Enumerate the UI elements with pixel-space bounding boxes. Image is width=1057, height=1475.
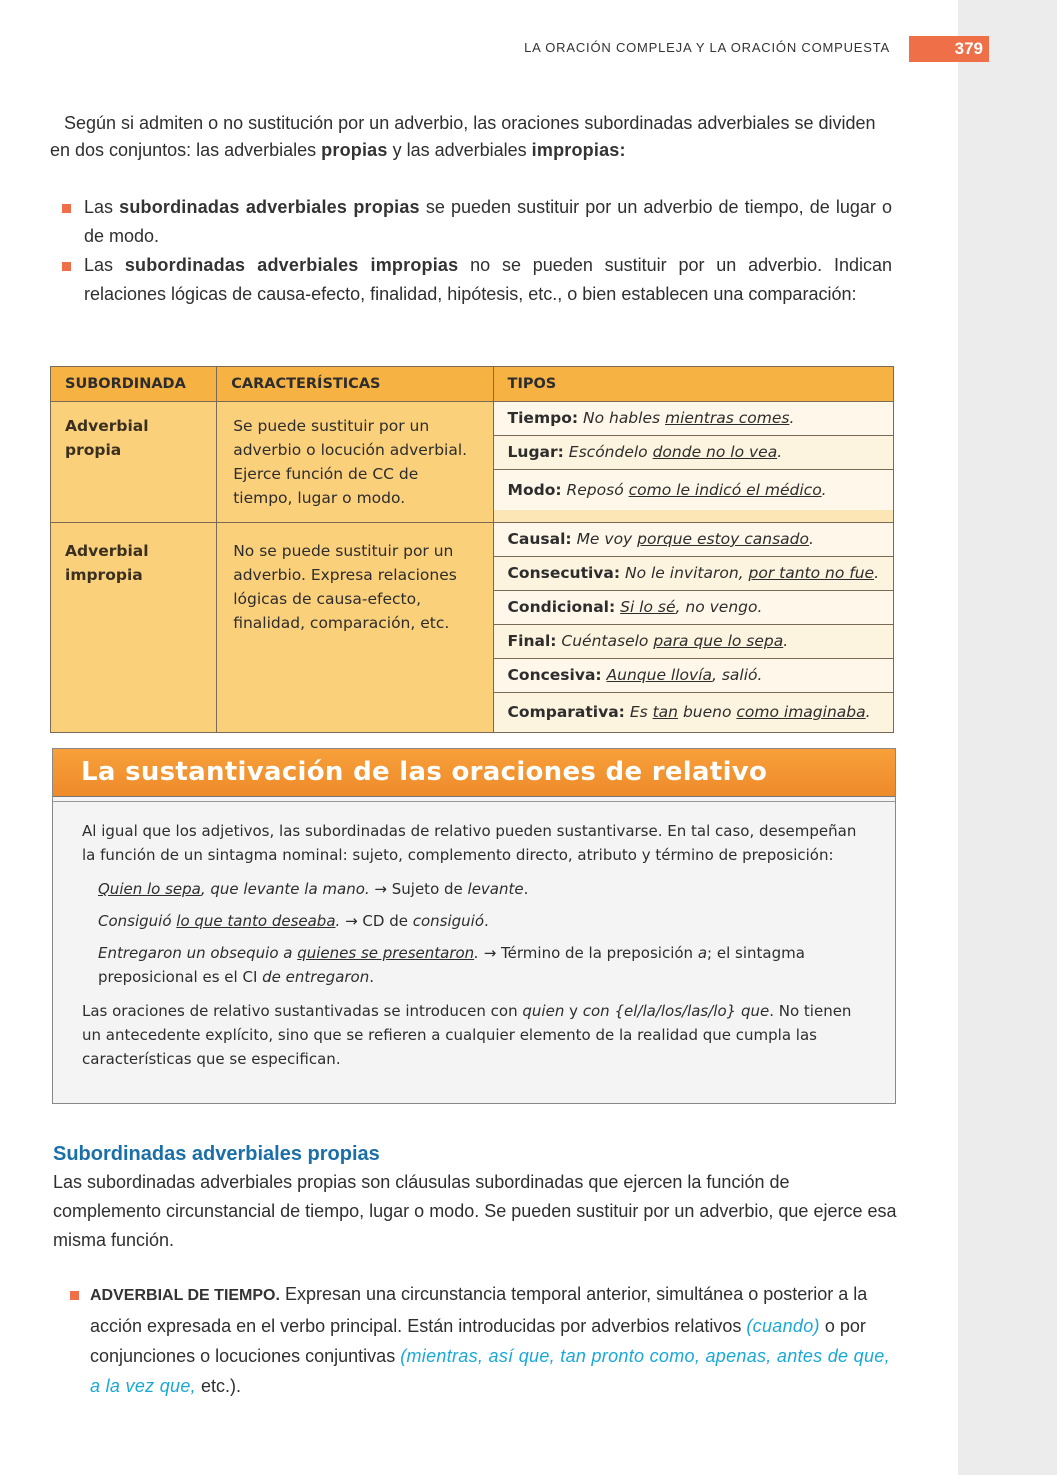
type-row: Modo: Reposó como le indicó el médico. (494, 470, 893, 510)
box-divider (53, 801, 895, 802)
header-subordinada: SUBORDINADA (51, 367, 217, 402)
list-item: ADVERBIAL DE TIEMPO. Expresan una circunstancia temporal anterior, simultánea o posterior a la acción expresada en el verbo principal. Están introducidas por adverbios relativos (cuando) o por conjunciones o locuciones conjuntivas (mientras, así que, tan pronto como, apenas, antes de que, a la vez que, etc.). (70, 1279, 898, 1401)
type-row: Concesiva: Aunque llovía, salió. (494, 659, 893, 693)
cell-subordinada: Adverbial propia (51, 402, 217, 523)
type-row: Consecutiva: No le invitaron, por tanto no fue. (494, 557, 893, 591)
list-item: Las subordinadas adverbiales impropias no se pueden sustituir por un adverbio. Indican relaciones lógicas de causa-efecto, finalidad, hipótesis, etc., o bien establecen una comparación: (62, 251, 892, 309)
type-row: Comparativa: Es tan bueno como imaginaba. (494, 693, 893, 732)
cell-tipos (493, 402, 893, 523)
box-example: Consiguió lo que tanto deseaba. → CD de consiguió. (98, 912, 489, 930)
section-paragraph: Las subordinadas adverbiales propias son cláusulas subordinadas que ejercen la función de complemento circunstancial de tiempo, lugar o modo. Se pueden sustituir por un adverbio, que ejerce esa misma función. (53, 1172, 897, 1250)
type-row: Causal: Me voy porque estoy cansado. (494, 523, 893, 557)
list-item: Las subordinadas adverbiales propias se pueden sustituir por un adverbio de tiempo, de lugar o de modo. (62, 193, 892, 251)
table-row (51, 523, 894, 733)
running-head: LA ORACIÓN COMPLEJA Y LA ORACIÓN COMPUESTA (524, 40, 890, 55)
table-row (51, 402, 894, 523)
box-body (82, 819, 872, 1071)
header-tipos: TIPOS (493, 367, 893, 402)
bullet-list (62, 193, 892, 309)
cell-subordinada: Adverbial impropia (51, 523, 217, 733)
table-header-row (51, 367, 894, 402)
type-row: Tiempo: No hables mientras comes. (494, 402, 893, 436)
relative-clauses-box (52, 748, 896, 1104)
header-caracteristicas: CARACTERÍSTICAS (217, 367, 493, 402)
page-margin-strip (958, 0, 1057, 1475)
box-example: Entregaron un obsequio a quienes se presentaron. → Término de la preposición a; el sintagma preposicional es el CI de entregaron. (98, 944, 805, 986)
box-closing-paragraph: Las oraciones de relativo sustantivadas se introducen con quien y con {el/la/los/las/lo} que. No tienen un antecedente explícito, sino que se refieren a cualquier elemento de la realidad que cumpla las características que se especifican. (82, 1002, 852, 1068)
box-example: Quien lo sepa, que levante la mano. → Sujeto de levante. (98, 880, 529, 898)
page-number: 379 (909, 36, 989, 62)
square-bullet-icon (62, 204, 71, 213)
box-title: La sustantivación de las oraciones de relativo (81, 757, 768, 787)
cell-caracteristicas: Se puede sustituir por un adverbio o locución adverbial. Ejerce función de CC de tiempo, lugar o modo. (217, 402, 493, 523)
square-bullet-icon (70, 1291, 79, 1300)
type-row: Lugar: Escóndelo donde no lo vea. (494, 436, 893, 470)
intro-paragraph: Según si admiten o no sustitución por un adverbio, las oraciones subordinadas adverbiales se dividen en dos conjuntos: las adverbiales propias y las adverbiales impropias: (50, 113, 876, 160)
type-row: Final: Cuéntaselo para que lo sepa. (494, 625, 893, 659)
type-row: Condicional: Si lo sé, no vengo. (494, 591, 893, 625)
section-title: Subordinadas adverbiales propias (53, 1143, 380, 1165)
subordinate-types-table (50, 366, 894, 733)
box-lead-paragraph: Al igual que los adjetivos, las subordinadas de relativo pueden sustantivarse. En tal caso, desempeñan la función de un sintagma nominal: sujeto, complemento directo, atributo y término de preposición: (82, 822, 857, 864)
cell-tipos (493, 523, 893, 733)
square-bullet-icon (62, 262, 71, 271)
box-header (53, 749, 895, 797)
cell-caracteristicas: No se puede sustituir por un adverbio. Expresa relaciones lógicas de causa-efecto, finalidad, comparación, etc. (217, 523, 493, 733)
